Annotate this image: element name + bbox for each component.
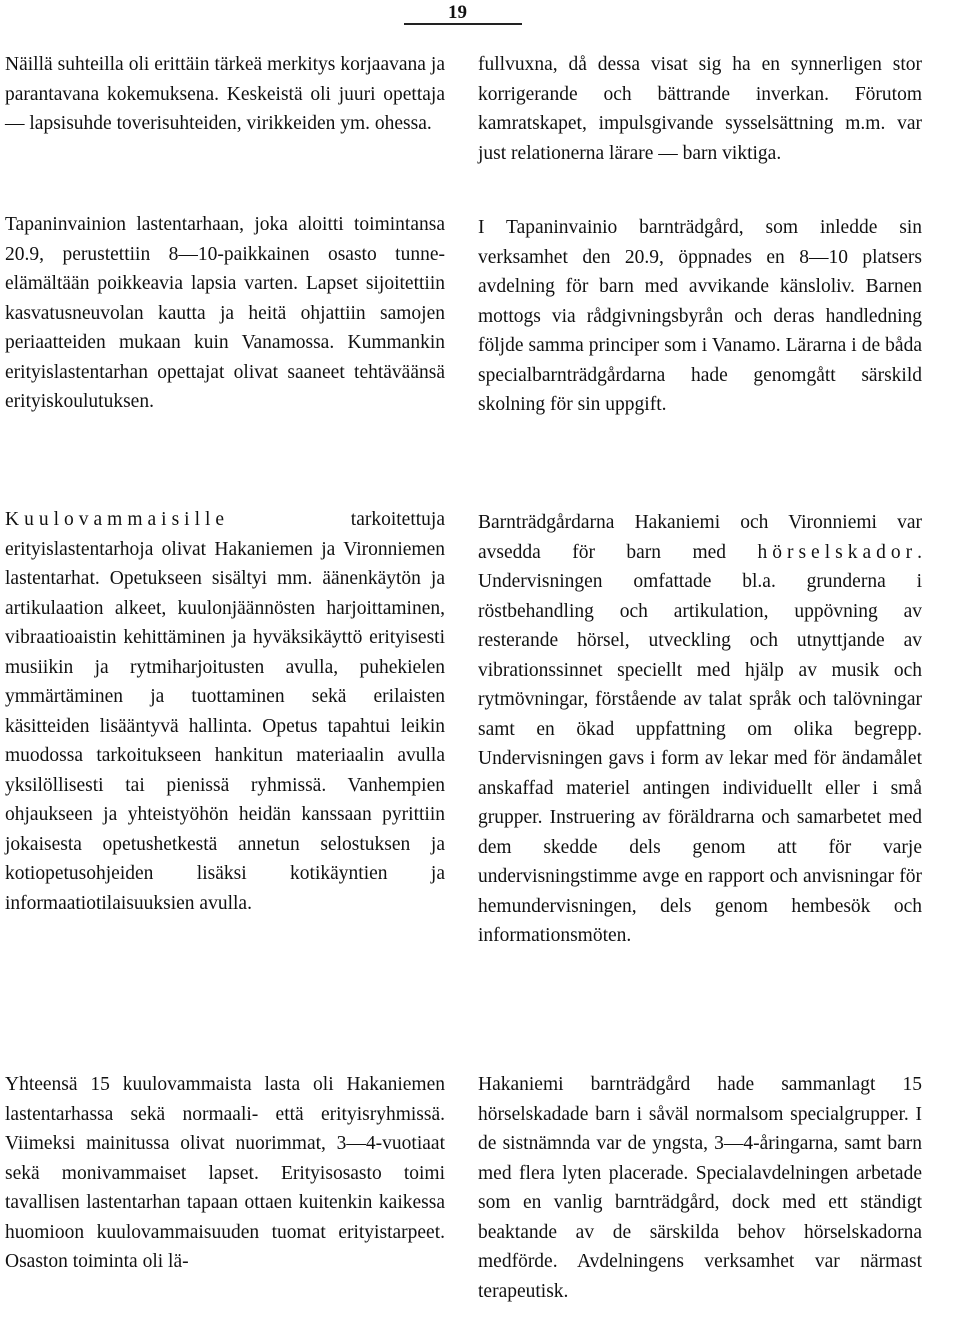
swedish-paragraph-3: [478, 508, 922, 951]
swedish-paragraph-3-end: . Undervisningen omfattade bl.a. grunderna i röstbehandling och artikulation, uppövning av resterande hörsel, utveckling och utnyttjande av vibrationssinnet speciellt med hjälp av musik och rytmövningar, förstående av talat språk och talövningar samt en ökad uppfattning om olika begrepp. Undervisningen gavs i form av lekar med för ändamålet anskaffad materiel antingen individuellt eller i små grupper. Instruering av föräldrarna och samarbetet med dem skedde dels genom att för varje undervisningstimme avge en rapport och anvisningar för hemundervisningen, dels genom hembesök och informationsmöten.: [478, 541, 922, 946]
page-number: 19: [448, 2, 467, 23]
swedish-paragraph-2: I Tapaninvainio barnträdgård, som inledde sin verksamhet den 20.9, öppnades en 8—10 platsers avdelning för barn med avvikande känsloliv. Barnen mottogs via rådgivningsbyrån och deras handledning följde samma principer som i Vanamo. Lärarna i de båda specialbarnträdgårdarna hade genomgått särskild skolning för sin uppgift.: [478, 217, 922, 415]
page-number-rule: [404, 23, 522, 25]
finnish-paragraph-2: Tapaninvainion lastentarhaan, joka aloitti toimintansa 20.9, perustettiin 8—10-paikkainen osasto tunne-elämältään poikkeavia lapsia varten. Lapset sijoitettiin kasvatusneuvolan kautta ja heitä ohjattiin samojen periaatteiden mukaan kuin Vanamossa. Kummankin erityislastentarhan opettajat olivat saaneet tehtäväänsä erityiskoulutuksen.: [5, 214, 445, 412]
swedish-spaced-term: hörselskador: [757, 541, 918, 563]
finnish-paragraph-3: [5, 505, 445, 918]
finnish-spaced-term: Kuulovammaisille: [5, 509, 230, 530]
finnish-paragraph-3-text: tarkoitettuja erityislastentarhoja olivat Hakaniemen ja Vironniemen lastentarhat. Opetukseen sisältyi mm. äänenkäytön ja artikulaation alkeet, kuulonjäännösten harjoittaminen, vibraatioaistin kehittäminen ja hyväksikäyttö erityisesti musiikin ja rytmiharjoitusten avulla, puhekielen ymmärtäminen ja tuottaminen sekä erilaisten käsitteiden lisääntyvä hallinta. Opetus tapahtui leikin muodossa tarkoitukseen hankitun materiaalin avulla yksilöllisesti tai pienissä ryhmissä. Vanhempien ohjaukseen ja yhteistyöhön heidän kanssaan pyrittiin jokaisesta opetushetkestä annetun selostuksen ja kotiopetusohjeiden lisäksi kotikäyntien ja informaatiotilaisuuksien avulla.: [5, 509, 445, 914]
finnish-paragraph-4: Yhteensä 15 kuulovammaista lasta oli Hakaniemen lastentarhassa sekä normaali- että erityisryhmissä. Viimeksi mainitussa olivat nuorimmat, 3—4-vuotiaat sekä monivammaiset lapset. Erityisosasto toimi tavallisen lastentarhan tapaan ottaen kuitenkin kaikessa huomioon kuulovammaisuuden tuomat erityistarpeet. Osaston toiminta oli lä-: [5, 1074, 445, 1272]
swedish-paragraph-3-start: Barnträdgårdarna Hakaniemi och Vironniemi var avsedda för barn med: [478, 512, 922, 563]
swedish-paragraph-4: Hakaniemi barnträdgård hade sammanlagt 15 hörselskadade barn i såväl normalsom specialgrupper. I de sistnämnda var de yngsta, 3—4-åringarna, samt barn med flera lyten placerade. Specialavdelningen arbetade som en vanlig barnträdgård, dock med ett ständigt beaktande av de särskilda behov hörselskadorna medförde. Avdelningens verksamhet var närmast terapeutisk.: [478, 1074, 922, 1302]
finnish-paragraph-1: Näillä suhteilla oli erittäin tärkeä merkitys korjaavana ja parantavana kokemuksena. Keskeistä oli juuri opettaja — lapsisuhde toverisuhteiden, virikkeiden ym. ohessa.: [5, 54, 445, 134]
swedish-paragraph-1: fullvuxna, då dessa visat sig ha en synnerligen stor korrigerande och bättrande inverkan. Förutom kamratskapet, impulsgivande sysselsättning m.m. var just relationerna lärare — barn viktiga.: [478, 54, 922, 164]
